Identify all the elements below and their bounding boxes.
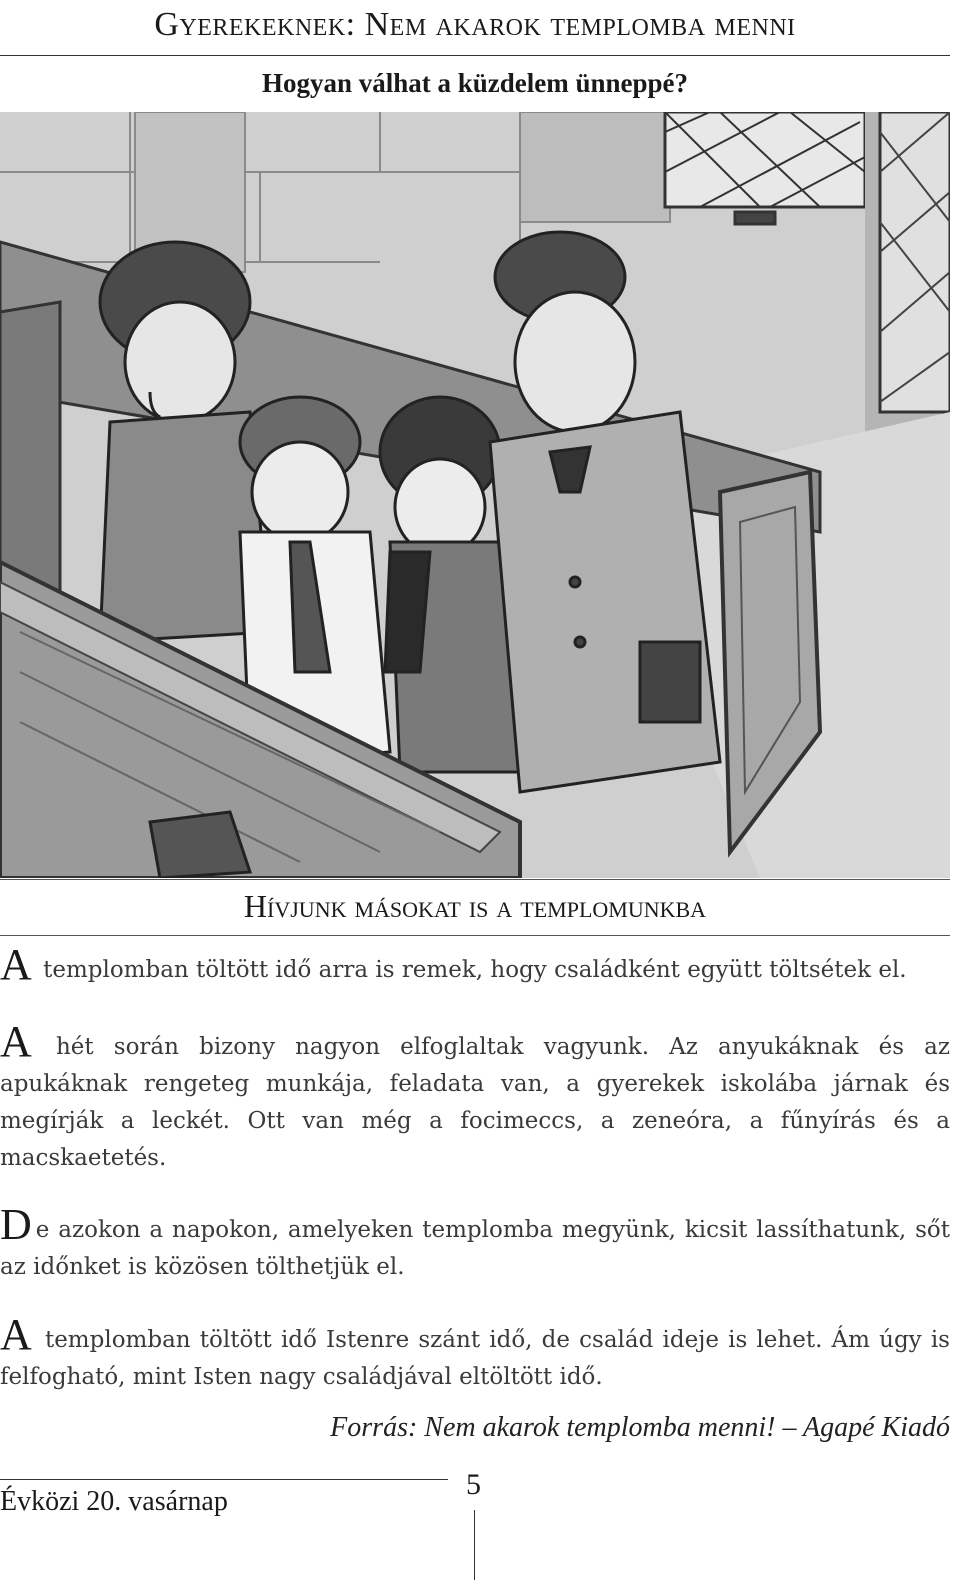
family-in-church-illustration-icon [0, 112, 950, 878]
source-citation: Forrás: Nem akarok templomba menni! – Agapé Kiadó [330, 1412, 950, 1443]
illustration-divider [0, 879, 950, 880]
page-number-rule [474, 1510, 475, 1580]
paragraph-1-text: templomban töltött idő arra is remek, hogy családként együtt töltsétek el. [35, 957, 907, 983]
footer-label: Évközi 20. vasárnap [0, 1486, 228, 1517]
footer-divider [0, 1479, 448, 1480]
paragraph-1-dropcap: A [0, 940, 32, 989]
paragraph-3 [0, 1200, 950, 1286]
section-title: Hívjunk másokat is a templomunkba [243, 888, 707, 924]
page-number: 5 [466, 1468, 481, 1501]
paragraph-3-dropcap: D [0, 1200, 32, 1249]
section-divider [0, 935, 950, 936]
paragraph-1 [0, 940, 950, 989]
paragraph-4 [0, 1310, 950, 1396]
paragraph-2 [0, 1017, 950, 1177]
paragraph-2-text: hét során bizony nagyon elfoglaltak vagyunk. Az anyukáknak és az apukáknak rengeteg munkája, feladata van, a gyerekek iskolába járnak és megírják a leckét. Ott van még a focimeccs, a zeneóra, a fűnyírás és a macskaetetés. [0, 1034, 950, 1171]
paragraph-2-dropcap: A [0, 1017, 32, 1066]
header-divider [0, 55, 950, 56]
page-subtitle: Hogyan válhat a küzdelem ünneppé? [261, 68, 689, 98]
paragraph-4-text: templomban töltött idő Istenre szánt idő, de család ideje is lehet. Ám úgy is felfogható, mint Isten nagy családjával eltöltött idő. [0, 1327, 950, 1390]
page-header-title: Gyerekeknek: Nem akarok templomba menni [154, 6, 796, 43]
paragraph-3-text: e azokon a napokon, amelyeken templomba megyünk, kicsit lassíthatunk, sőt az időnket is közösen tölthetjük el. [0, 1217, 950, 1280]
paragraph-4-dropcap: A [0, 1310, 32, 1359]
